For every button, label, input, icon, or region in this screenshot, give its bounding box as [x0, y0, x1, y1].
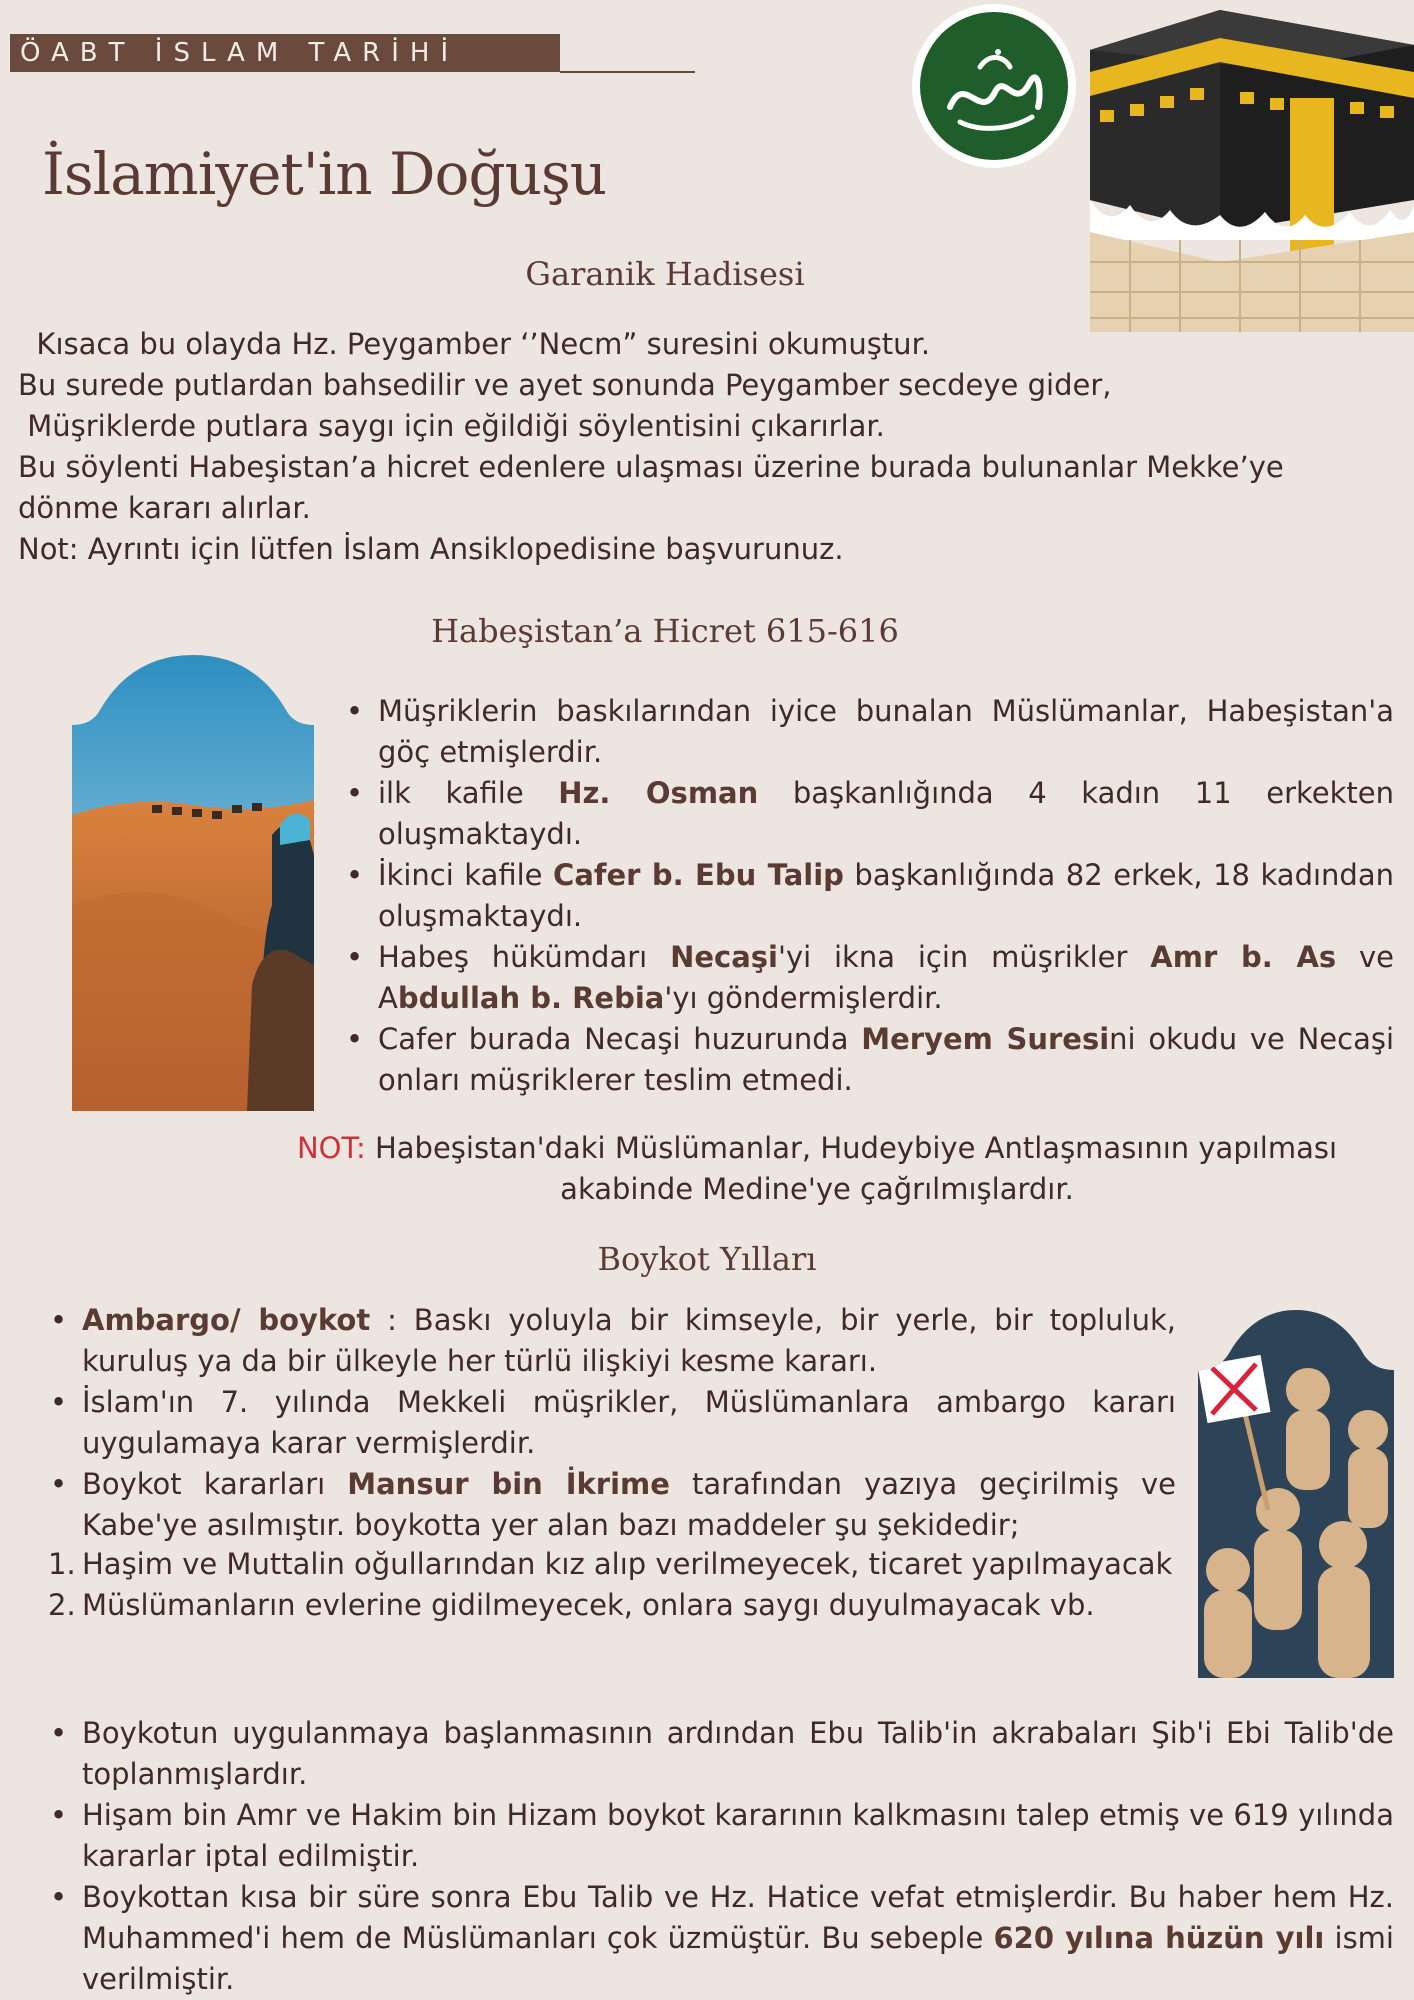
list-item: • Müşriklerin baskılarından iyice bunalan Müslümanlar, Habeşistan'a göç etmişlerdir.	[378, 691, 1394, 773]
list-item: • Boykotun uygulanmaya başlanmasının ardından Ebu Talib'in akrabaları Şib'i Ebi Talib'de toplanmışlardır.	[82, 1713, 1394, 1795]
section-title-habes: Habeşistan’a Hicret 615-616	[431, 612, 899, 650]
text-line: Not: Ayrıntı için lütfen İslam Ansiklopedisine başvurunuz.	[18, 532, 844, 566]
list-item: • Cafer burada Necaşi huzurunda Meryem Suresini okudu ve Necaşi onları müşriklerer teslim etmedi.	[378, 1019, 1394, 1101]
list-item: • Boykottan kısa bir süre sonra Ebu Talib ve Hz. Hatice vefat etmişlerdir. Bu haber hem Hz. Muhammed'i hem de Müslümanları çok üzmüştür. Bu sebeple 620 yılına hüzün yılı ismi verilmiştir.	[82, 1877, 1394, 2000]
tag-underline	[560, 71, 695, 73]
muhammad-calligraphy-emblem	[912, 4, 1076, 168]
boykot-numbered-list	[48, 1544, 1176, 1626]
section-title-boykot: Boykot Yılları	[597, 1240, 817, 1278]
note-label: NOT:	[296, 1131, 366, 1165]
list-item: • Hişam bin Amr ve Hakim bin Hizam boykot kararının kalkmasını talep etmiş ve 619 yılında kararlar iptal edilmiştir.	[82, 1795, 1394, 1877]
boykot-bullet-list	[82, 1300, 1176, 1546]
numbered-item: 2. Müslümanların evlerine gidilmeyecek, onlara saygı duyulmayacak vb.	[48, 1588, 1095, 1622]
text-line: Kısaca bu olayda Hz. Peygamber ‘’Necm” suresini okumuştur.	[18, 327, 931, 361]
text-line: Bu surede putlardan bahsedilir ve ayet sonunda Peygamber secdeye gider,	[18, 368, 1112, 402]
list-item: • ilk kafile Hz. Osman başkanlığında 4 kadın 11 erkekten oluşmaktaydı.	[378, 773, 1394, 855]
note-text: Habeşistan'daki Müslümanlar, Hudeybiye Antlaşmasının yapılması akabinde Medine'ye çağrılmışlardır.	[365, 1131, 1338, 1206]
desert-caravan-image	[72, 655, 314, 1111]
list-item: • İkinci kafile Cafer b. Ebu Talip başkanlığında 82 erkek, 18 kadından oluşmaktaydı.	[378, 855, 1394, 937]
calligraphy-icon	[920, 12, 1068, 160]
boykot-bullet-list-2	[82, 1713, 1394, 2000]
emblem-green-circle	[920, 12, 1068, 160]
numbered-item: 1. Haşim ve Muttalin oğullarından kız alıp verilmeyecek, ticaret yapılmayacak	[48, 1547, 1173, 1581]
text-line: dönme kararı alırlar.	[18, 491, 311, 525]
list-item: • Habeş hükümdarı Necaşi'yi ikna için müşrikler Amr b. As ve Abdullah b. Rebia'yı göndermişlerdir.	[378, 937, 1394, 1019]
text-line: Bu söylenti Habeşistan’a hicret edenlere ulaşması üzerine burada bulunanlar Mekke’ye	[18, 450, 1284, 484]
list-item: • İslam'ın 7. yılında Mekkeli müşrikler, Müslümanlara ambargo kararı uygulamaya karar vermişlerdir.	[82, 1382, 1176, 1464]
text-line: Müşriklerde putlara saygı için eğildiği söylentisini çıkarırlar.	[18, 409, 885, 443]
boycott-figures-image	[1198, 1310, 1394, 1678]
habes-bullet-list	[378, 691, 1394, 1101]
note-paragraph	[262, 1128, 1372, 1210]
page-title: İslamiyet'in Doğuşu	[42, 140, 607, 208]
garanik-paragraph	[18, 324, 1398, 570]
section-tag: ÖABT İSLAM TARİHİ	[10, 34, 560, 72]
section-title-garanik: Garanik Hadisesi	[525, 255, 805, 293]
list-item: • Ambargo/ boykot : Baskı yoluyla bir kimseyle, bir yerle, bir topluluk, kuruluş ya da bir ülkeyle her türlü ilişkiyi kesme kararı.	[82, 1300, 1176, 1382]
list-item: • Boykot kararları Mansur bin İkrime tarafından yazıya geçirilmiş ve Kabe'ye asılmıştır. boykotta yer alan bazı maddeler şu şekidedir;	[82, 1464, 1176, 1546]
